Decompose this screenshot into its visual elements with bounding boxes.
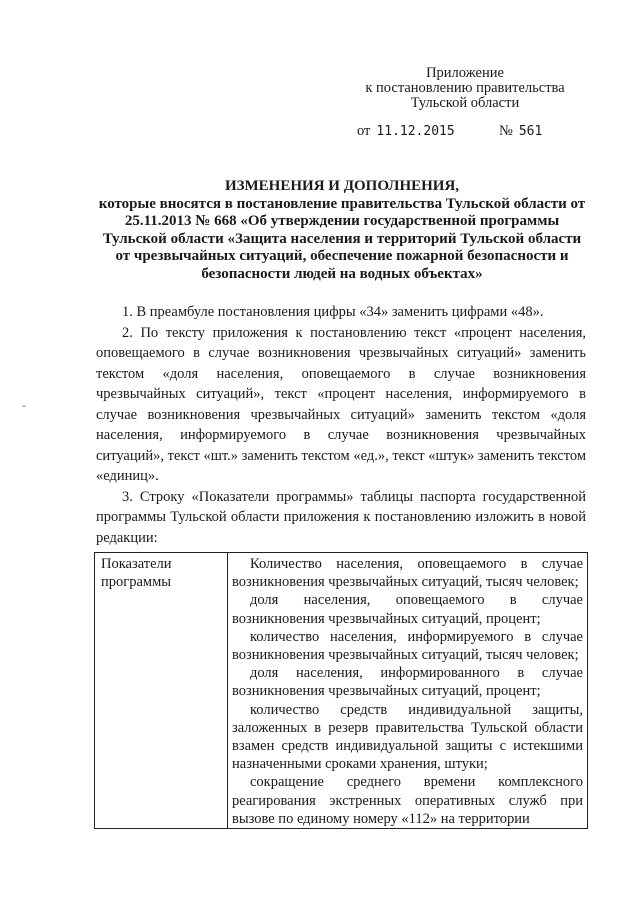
indicator-item: доля населения, информированного в случае возникновения чрезвычайных ситуаций, процент; (232, 665, 583, 700)
title-heading: ИЗМЕНЕНИЯ И ДОПОЛНЕНИЯ, (224, 178, 460, 194)
document-title (86, 178, 598, 283)
indicator-item: сокращение среднего времени комплексного реагирования экстренных оперативных служб при вызове по единому номеру «112» на территории (232, 774, 583, 827)
document-date: 11.12.2015 (376, 124, 455, 139)
indicator-item: количество средств индивидуальной защиты, заложенных в резерв правительства Тульской области взамен средств индивидуальной защиты с истекшими назначенными сроками хранения, штуки; (232, 701, 583, 773)
indicator-item: Количество населения, оповещаемого в случае возникновения чрезвычайных ситуаций, тысяч человек; (232, 556, 583, 591)
document-body (96, 302, 586, 548)
appendix-line: к постановлению правительства (365, 80, 565, 96)
paragraph-2: 2. По тексту приложения к постановлению текст «процент населения, оповещаемого в случае возникновения чрезвычайных ситуаций» заменить текстом «доля населения, оповещаемого в случае возникновения чрезвычайных ситуаций», текст «процент населения, информируемого в случае возникновения чрезвычайных ситуаций» заменить текстом «доля населения, информируемого в случае возникновения чрезвычайных ситуаций», текст «шт.» заменить текстом «ед.», текст «штук» заменить текстом «единиц». (96, 324, 586, 484)
document-number-group (499, 123, 542, 140)
title-line: от чрезвычайных ситуаций, обеспечение пожарной безопасности и (115, 248, 569, 264)
number-prefix: № (499, 123, 513, 139)
paragraph-3: 3. Строку «Показатели программы» таблицы паспорта государственной программы Тульской области приложения к постановлению изложить в новой редакции: (96, 488, 586, 546)
table-label-cell (95, 553, 228, 829)
table-row (95, 553, 588, 829)
label-line: Показатели (101, 556, 172, 572)
document-dateline (357, 123, 543, 140)
appendix-line: Тульской области (410, 95, 520, 111)
title-line: которые вносятся в постановление правительства Тульской области от (98, 195, 586, 212)
document-number: 561 (518, 124, 543, 139)
title-line: Тульской области «Защита населения и территорий Тульской области (102, 230, 582, 247)
margin-mark: - (22, 398, 26, 412)
title-line: безопасности людей на водных объектах» (201, 265, 483, 282)
date-prefix: от (357, 123, 371, 139)
appendix-line: Приложение (426, 65, 504, 81)
paragraph-1: 1. В преамбуле постановления цифры «34» заменить цифрами «48». (122, 304, 544, 320)
appendix-header (330, 66, 600, 111)
passport-table (94, 552, 588, 829)
table-content-cell (228, 553, 588, 829)
indicator-item: количество населения, информируемого в случае возникновения чрезвычайных ситуаций, тысяч человек; (232, 628, 583, 664)
label-line: программы (101, 574, 171, 590)
indicator-item: доля населения, оповещаемого в случае возникновения чрезвычайных ситуаций, процент; (232, 592, 583, 627)
title-line: 25.11.2013 № 668 «Об утверждении государственной программы (124, 213, 560, 229)
